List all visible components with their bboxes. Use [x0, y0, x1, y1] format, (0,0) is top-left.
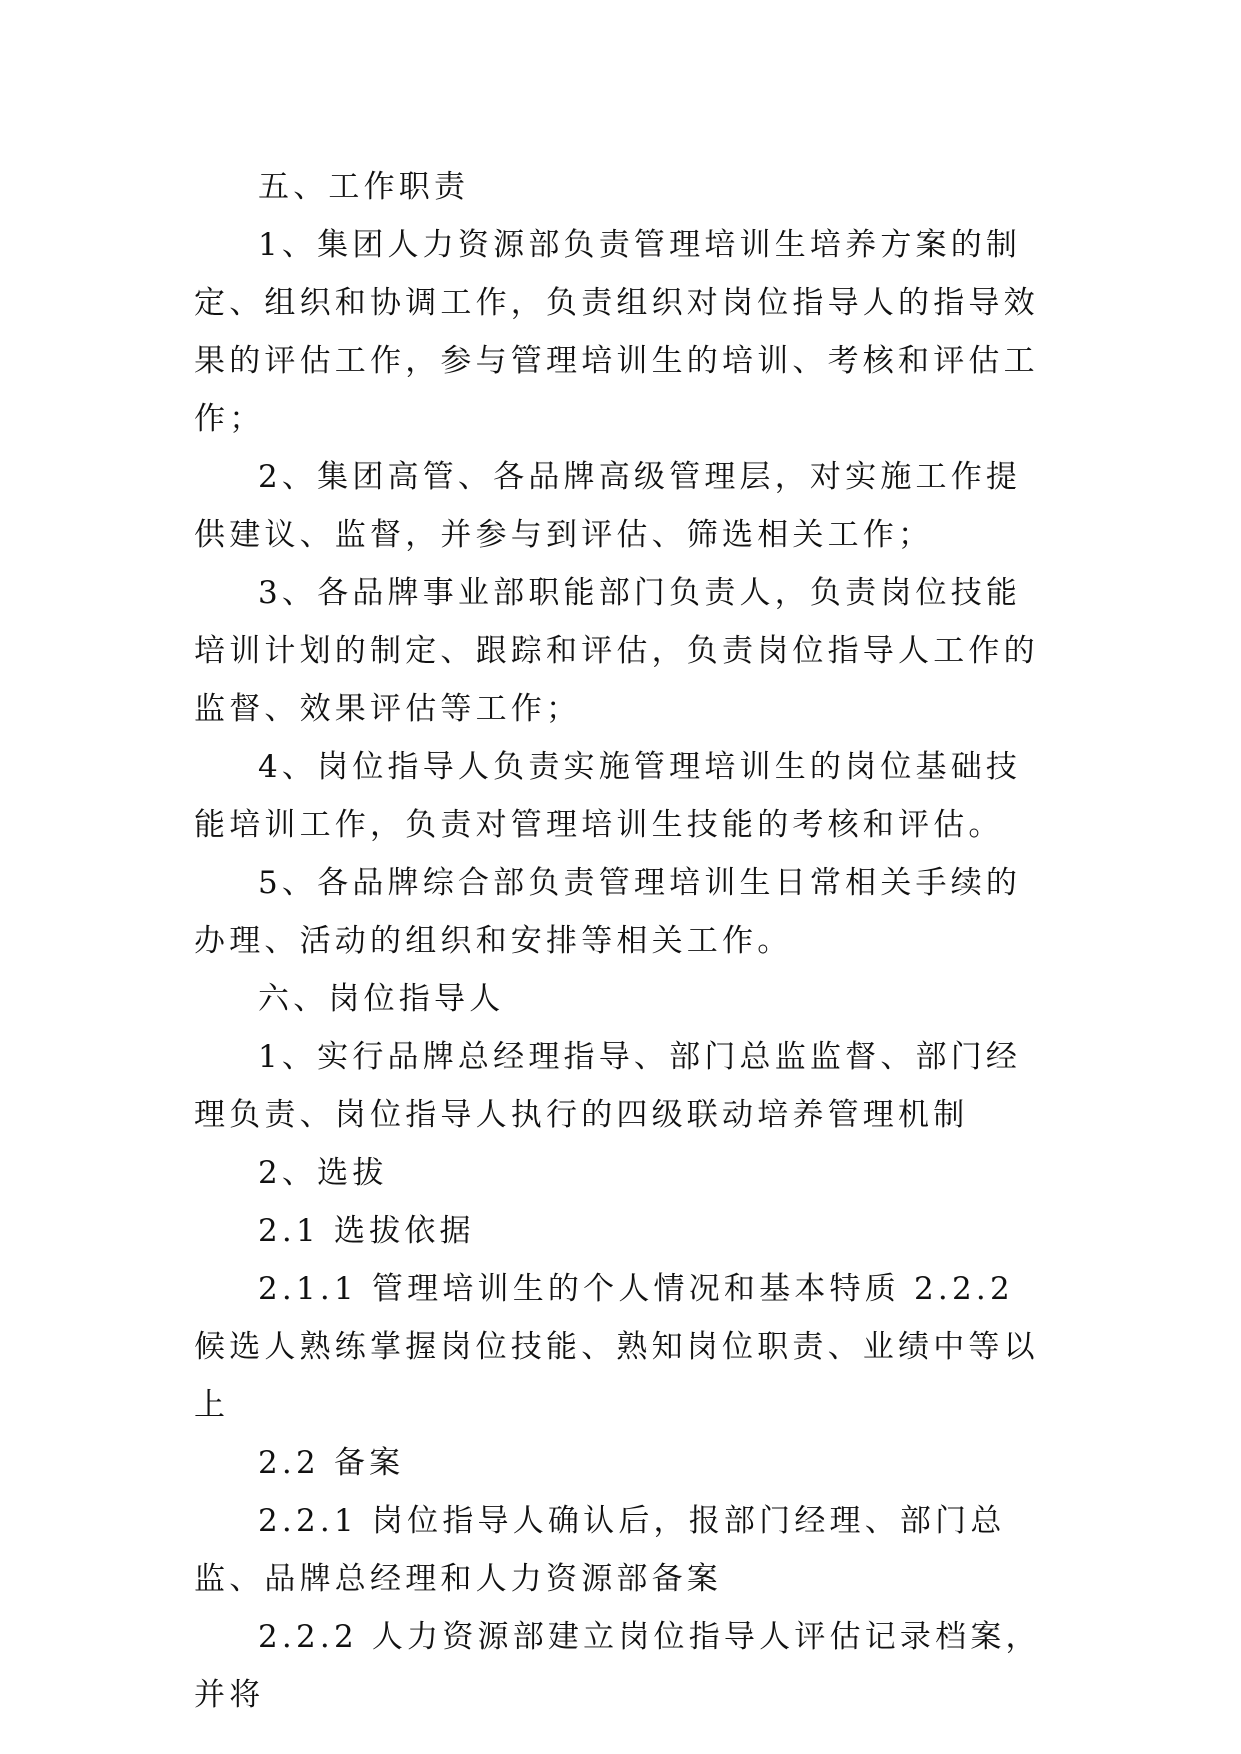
- paragraph-selection-basis-detail: 2.1.1 管理培训生的个人情况和基本特质 2.2.2 候选人熟练掌握岗位技能、熟知岗位职责、业绩中等以上: [194, 1271, 1039, 1423]
- section-heading-mentor: 六、岗位指导人: [258, 981, 505, 1017]
- paragraph-filing-1: 2.2.1 岗位指导人确认后，报部门经理、部门总监、品牌总经理和人力资源部备案: [194, 1503, 1006, 1597]
- paragraph-responsibility-4: 4、岗位指导人负责实施管理培训生的岗位基础技能培训工作，负责对管理培训生技能的考核和评估。: [194, 749, 1022, 843]
- paragraph-selection: 2、选拔: [258, 1155, 388, 1191]
- paragraph-filing-2: 2.2.2 人力资源部建立岗位指导人评估记录档案，并将: [194, 1619, 1041, 1713]
- paragraph-selection-basis: 2.1 选拔依据: [258, 1213, 475, 1249]
- document-body: [194, 158, 1054, 1724]
- paragraph-filing: 2.2 备案: [258, 1445, 405, 1481]
- paragraph-responsibility-3: 3、各品牌事业部职能部门负责人，负责岗位技能培训计划的制定、跟踪和评估，负责岗位指导人工作的监督、效果评估等工作；: [194, 575, 1039, 727]
- paragraph-mentor-1: 1、实行品牌总经理指导、部门总监监督、部门经理负责、岗位指导人执行的四级联动培养管理机制: [194, 1039, 1022, 1133]
- paragraph-responsibility-2: 2、集团高管、各品牌高级管理层，对实施工作提供建议、监督，并参与到评估、筛选相关工作；: [194, 459, 1022, 553]
- paragraph-responsibility-1: 1、集团人力资源部负责管理培训生培养方案的制定、组织和协调工作，负责组织对岗位指导人的指导效果的评估工作，参与管理培训生的培训、考核和评估工作；: [194, 227, 1039, 437]
- section-heading-responsibilities: 五、工作职责: [258, 169, 470, 205]
- paragraph-responsibility-5: 5、各品牌综合部负责管理培训生日常相关手续的办理、活动的组织和安排等相关工作。: [194, 865, 1022, 959]
